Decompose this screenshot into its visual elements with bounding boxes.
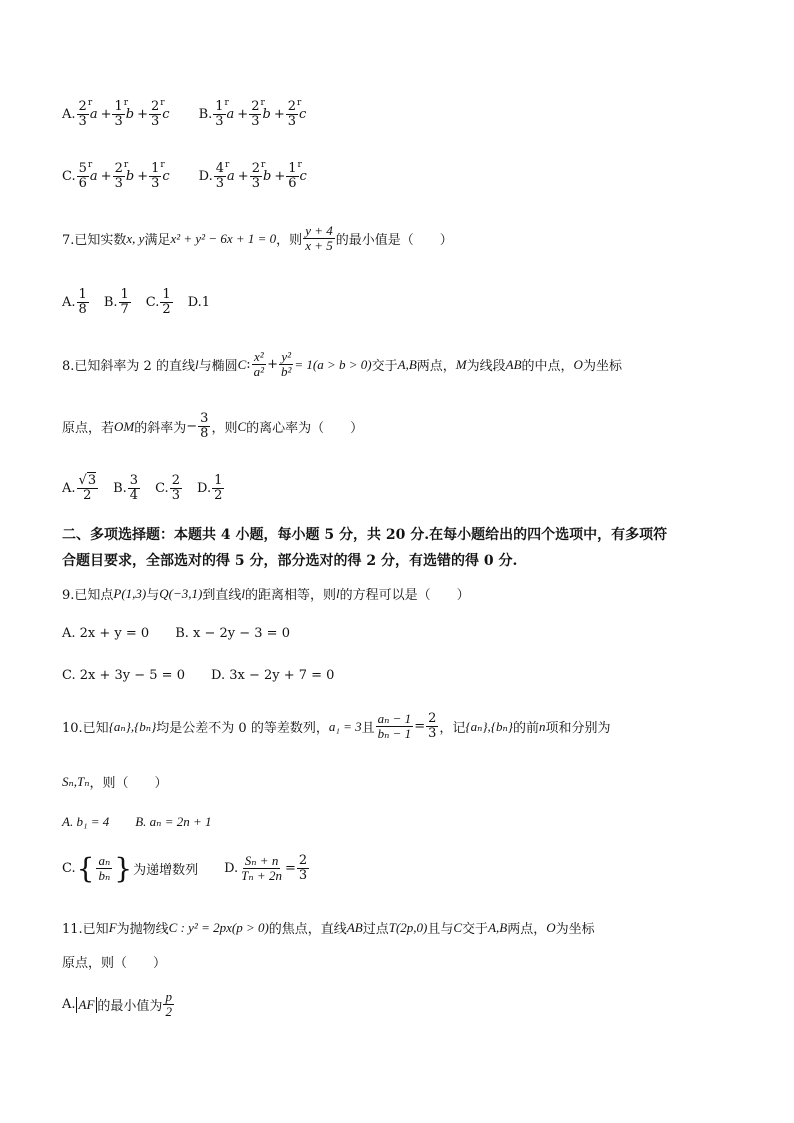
q6-options-row-2 [62,162,310,192]
text: 交于 [462,922,489,937]
fraction: $\frac{p}{2}$ [165,989,172,1020]
text: 且与 [427,922,454,937]
text: 的离心率为（ ） [246,421,364,437]
section-2-heading [62,522,742,574]
math-var: AB [505,356,522,372]
question-11-stem-line-2 [62,952,166,971]
equation: x² + y² − 6x + 1 = 0 [170,230,277,246]
fraction: $\frac{2}{3}$ [151,99,160,130]
math-expr: {aₙ},{bₙ} [108,718,157,734]
math-expr: {aₙ},{bₙ} [465,718,513,734]
fraction: $\frac{1}{8}$ [78,287,87,318]
abs-value: AF [76,997,98,1013]
vector-c: r c [160,160,170,185]
text: 原点，则（ ） [62,956,167,971]
question-9-options-row-1 [62,626,290,641]
plus-sign: + [273,107,285,123]
equation: C : y² = 2px(p > 0) [168,919,269,935]
text: 的前 [512,721,539,737]
text: : [246,357,251,373]
math-var: A,B [397,356,417,372]
text: 原点，若 [62,421,115,437]
math-var: O [546,919,556,935]
fraction: $\frac{3}{8}$ [200,411,209,442]
question-8-options [62,474,225,504]
text: 交于 [371,359,398,375]
math-var: M [455,356,467,372]
plus-sign: + [137,107,148,123]
question-10-options-row-1 [62,814,212,830]
vector-c: r c [160,98,170,123]
question-7-stem [62,224,453,254]
option-D-label: D. [224,861,239,876]
question-11-option-A [62,990,175,1020]
text: 10.已知 [62,721,109,737]
vector-b: r b [123,98,135,123]
option-C-label: C. [62,169,76,185]
text: ，则（ ） [89,776,168,791]
fraction: $\frac{1}{3}$ [114,99,123,130]
text: ，则 [211,421,238,437]
text: 的中点， [521,359,574,375]
option-B-label: B. [103,295,118,311]
math-var: l [194,356,199,372]
fraction: $\frac{3}{4}$ [129,473,139,504]
text: 的最小值为 [97,999,163,1015]
text: 9.已知点 [62,588,114,603]
fraction: $\frac{1}{2}$ [162,287,171,318]
text: ，记 [439,721,466,737]
text: 到直线 [202,588,242,603]
option-C-label: C. [145,295,160,311]
text: 与 [146,588,160,603]
option-C-label: C. [62,861,76,876]
fraction: $\frac{4}{3}$ [215,161,225,192]
plus-sign: + [100,107,112,123]
vector-a: r a [87,160,98,185]
plus-sign: + [137,169,149,185]
vector-b: r b [123,160,135,185]
fraction: $\frac{\text{aₙ}}{\text{bₙ}}$ [98,852,111,883]
vector-b: r b [260,160,272,185]
fraction: $\frac{2}{3}$ [287,99,296,130]
fraction: $\frac{2}{3}$ [298,852,308,883]
q6-options-row-1 [62,100,309,130]
fraction: $\frac{√3}{2}$ [78,473,97,504]
option-A-label: A. [62,107,76,123]
math-var: A,B [488,919,508,935]
option-B-label: B. [198,107,213,123]
text: − [186,419,198,435]
vector-b: r b [260,98,271,123]
math-var: OM [114,418,135,434]
math-expr: a₁ = 3 [328,718,362,734]
fraction: $\frac{1}{3}$ [215,99,224,130]
option-C: C. 2x + 3y − 5 = 0 [62,668,185,683]
option-D-label: D. [198,169,213,185]
option-B-label: B. [113,481,127,497]
text: 与椭圆 [198,359,238,375]
text: 过点 [362,922,389,937]
math-var: C [237,356,247,372]
text: 11.已知 [62,922,109,937]
question-11-stem-line-1 [62,918,595,937]
question-8-stem-line-2 [62,412,363,442]
fraction: $\frac{2}{3}$ [251,99,260,130]
text: 为线段 [466,359,506,375]
text: 满足 [144,233,171,249]
plus-sign: + [237,169,249,185]
math-vars: x, y [126,230,145,246]
fraction: $\frac{2}{3}$ [78,99,87,130]
fraction: $\frac{\text{aₙ − 1}}{\text{bₙ − 1}}$ [377,711,412,742]
option-B: B. x − 2y − 3 = 0 [175,626,290,641]
text: 为坐标 [555,922,595,937]
text: 为递增数列 [133,863,199,878]
vector-a: r a [87,98,98,123]
fraction: $\frac{1}{6}$ [288,161,297,192]
option-D: D. 3x − 2y + 7 = 0 [210,668,335,683]
text: ，则 [276,233,303,249]
text: = [414,719,426,735]
question-9-options-row-2 [62,668,334,683]
option-A-label: A. [62,481,76,497]
text: 为坐标 [582,359,622,375]
math-var: n [539,718,546,734]
math-var: l [241,585,245,601]
fraction: $\frac{1}{7}$ [120,287,129,318]
fraction: $\frac{\text{y²}}{\text{b²}}$ [280,349,292,380]
math-var: C [453,919,463,935]
question-7-options [62,288,210,318]
question-8-stem-line-1: 8.已知斜率为 2 的直线 l 与椭圆 C : $\frac{\text{x²}}{\text{a²}}$ + $\frac{\text{y²}}{\text{b²}}$ = 1(a > b > 0) 交于 A,B 两点， M 为线段 AB 的中点， O 为坐标 [62,349,622,380]
option-A: A. b₁ = 4 [62,814,110,829]
text: 两点， [416,359,456,375]
question-10-stem-line-1 [62,712,611,742]
text: 8.已知斜率为 2 的直线 [62,359,195,375]
fraction: $\frac{1}{2}$ [214,473,223,504]
fraction: $\frac{2}{3}$ [251,161,260,192]
text: 的焦点，直线 [268,922,347,937]
question-10-options-row-2: C. { $\frac{\text{aₙ}}{\text{bₙ}}$ } 为递增数列 D. $\frac{\text{Sₙ + n}}{\text{Tₙ + 2n}}$ = $\frac{2}{3}$ [62,852,308,885]
text: = [284,861,296,876]
option-A-label: A. [62,997,76,1013]
math-var: O [573,356,583,372]
math-var: l [336,585,340,601]
fraction: $\frac{y + 4}{x + 5}$ [305,223,333,254]
text: 的距离相等，则 [245,588,337,603]
option-D: D.1 [187,295,211,311]
text: 的斜率为 [134,421,187,437]
text: 7.已知实数 [62,233,127,249]
math-var: AB [346,919,363,935]
text: 均是公差不为 0 的等差数列， [156,721,329,737]
text: 且 [361,721,375,737]
option-D-label: D. [196,481,212,497]
math-var: F [108,919,117,935]
plus-sign: + [274,169,286,185]
vector-c: r c [297,160,307,185]
vector-c: r c [297,98,307,123]
vector-a: r a [225,160,235,185]
point-Q: Q(−3,1) [159,585,203,601]
question-10-stem-line-2 [62,772,168,791]
fraction: $\frac{\text{x²}}{\text{a²}}$ [253,349,265,380]
math-var: C [237,418,247,434]
fraction: $\frac{5}{6}$ [78,161,87,192]
text: 两点， [507,922,547,937]
text: 项和分别为 [545,721,611,737]
fraction: $\frac{2}{3}$ [114,161,123,192]
option-B: B. aₙ = 2n + 1 [135,814,212,829]
fraction: $\frac{2}{3}$ [171,473,180,504]
math-expr: Sₙ,Tₙ [62,773,90,789]
option-A: A. 2x + y = 0 [62,626,150,641]
text: 的方程可以是（ ） [339,588,470,603]
option-A-label: A. [62,295,76,311]
section-heading-line: 合题目要求，全部选对的得 5 分，部分选对的得 2 分，有选错的得 0 分. [62,553,518,569]
fraction: $\frac{2}{3}$ [428,711,437,742]
text: 的最小值是（ ） [335,233,453,249]
section-heading-line: 二、多项选择题：本题共 4 小题，每小题 5 分，共 20 分.在每小题给出的四个选项中，有多项符 [62,527,668,543]
plus-sign: + [237,107,249,123]
option-C-label: C. [155,481,169,497]
fraction: $\frac{\text{Sₙ + n}}{\text{Tₙ + 2n}}$ [241,852,282,883]
equation: = 1(a > b > 0) [294,356,372,372]
point-P: P(1,3) [113,585,147,601]
text: 为抛物线 [116,922,169,937]
fraction: $\frac{1}{3}$ [151,161,160,192]
plus-sign: + [100,169,112,185]
point-T: T(2p,0) [388,919,428,935]
vector-a: r a [224,98,235,123]
question-9-stem [62,584,470,603]
